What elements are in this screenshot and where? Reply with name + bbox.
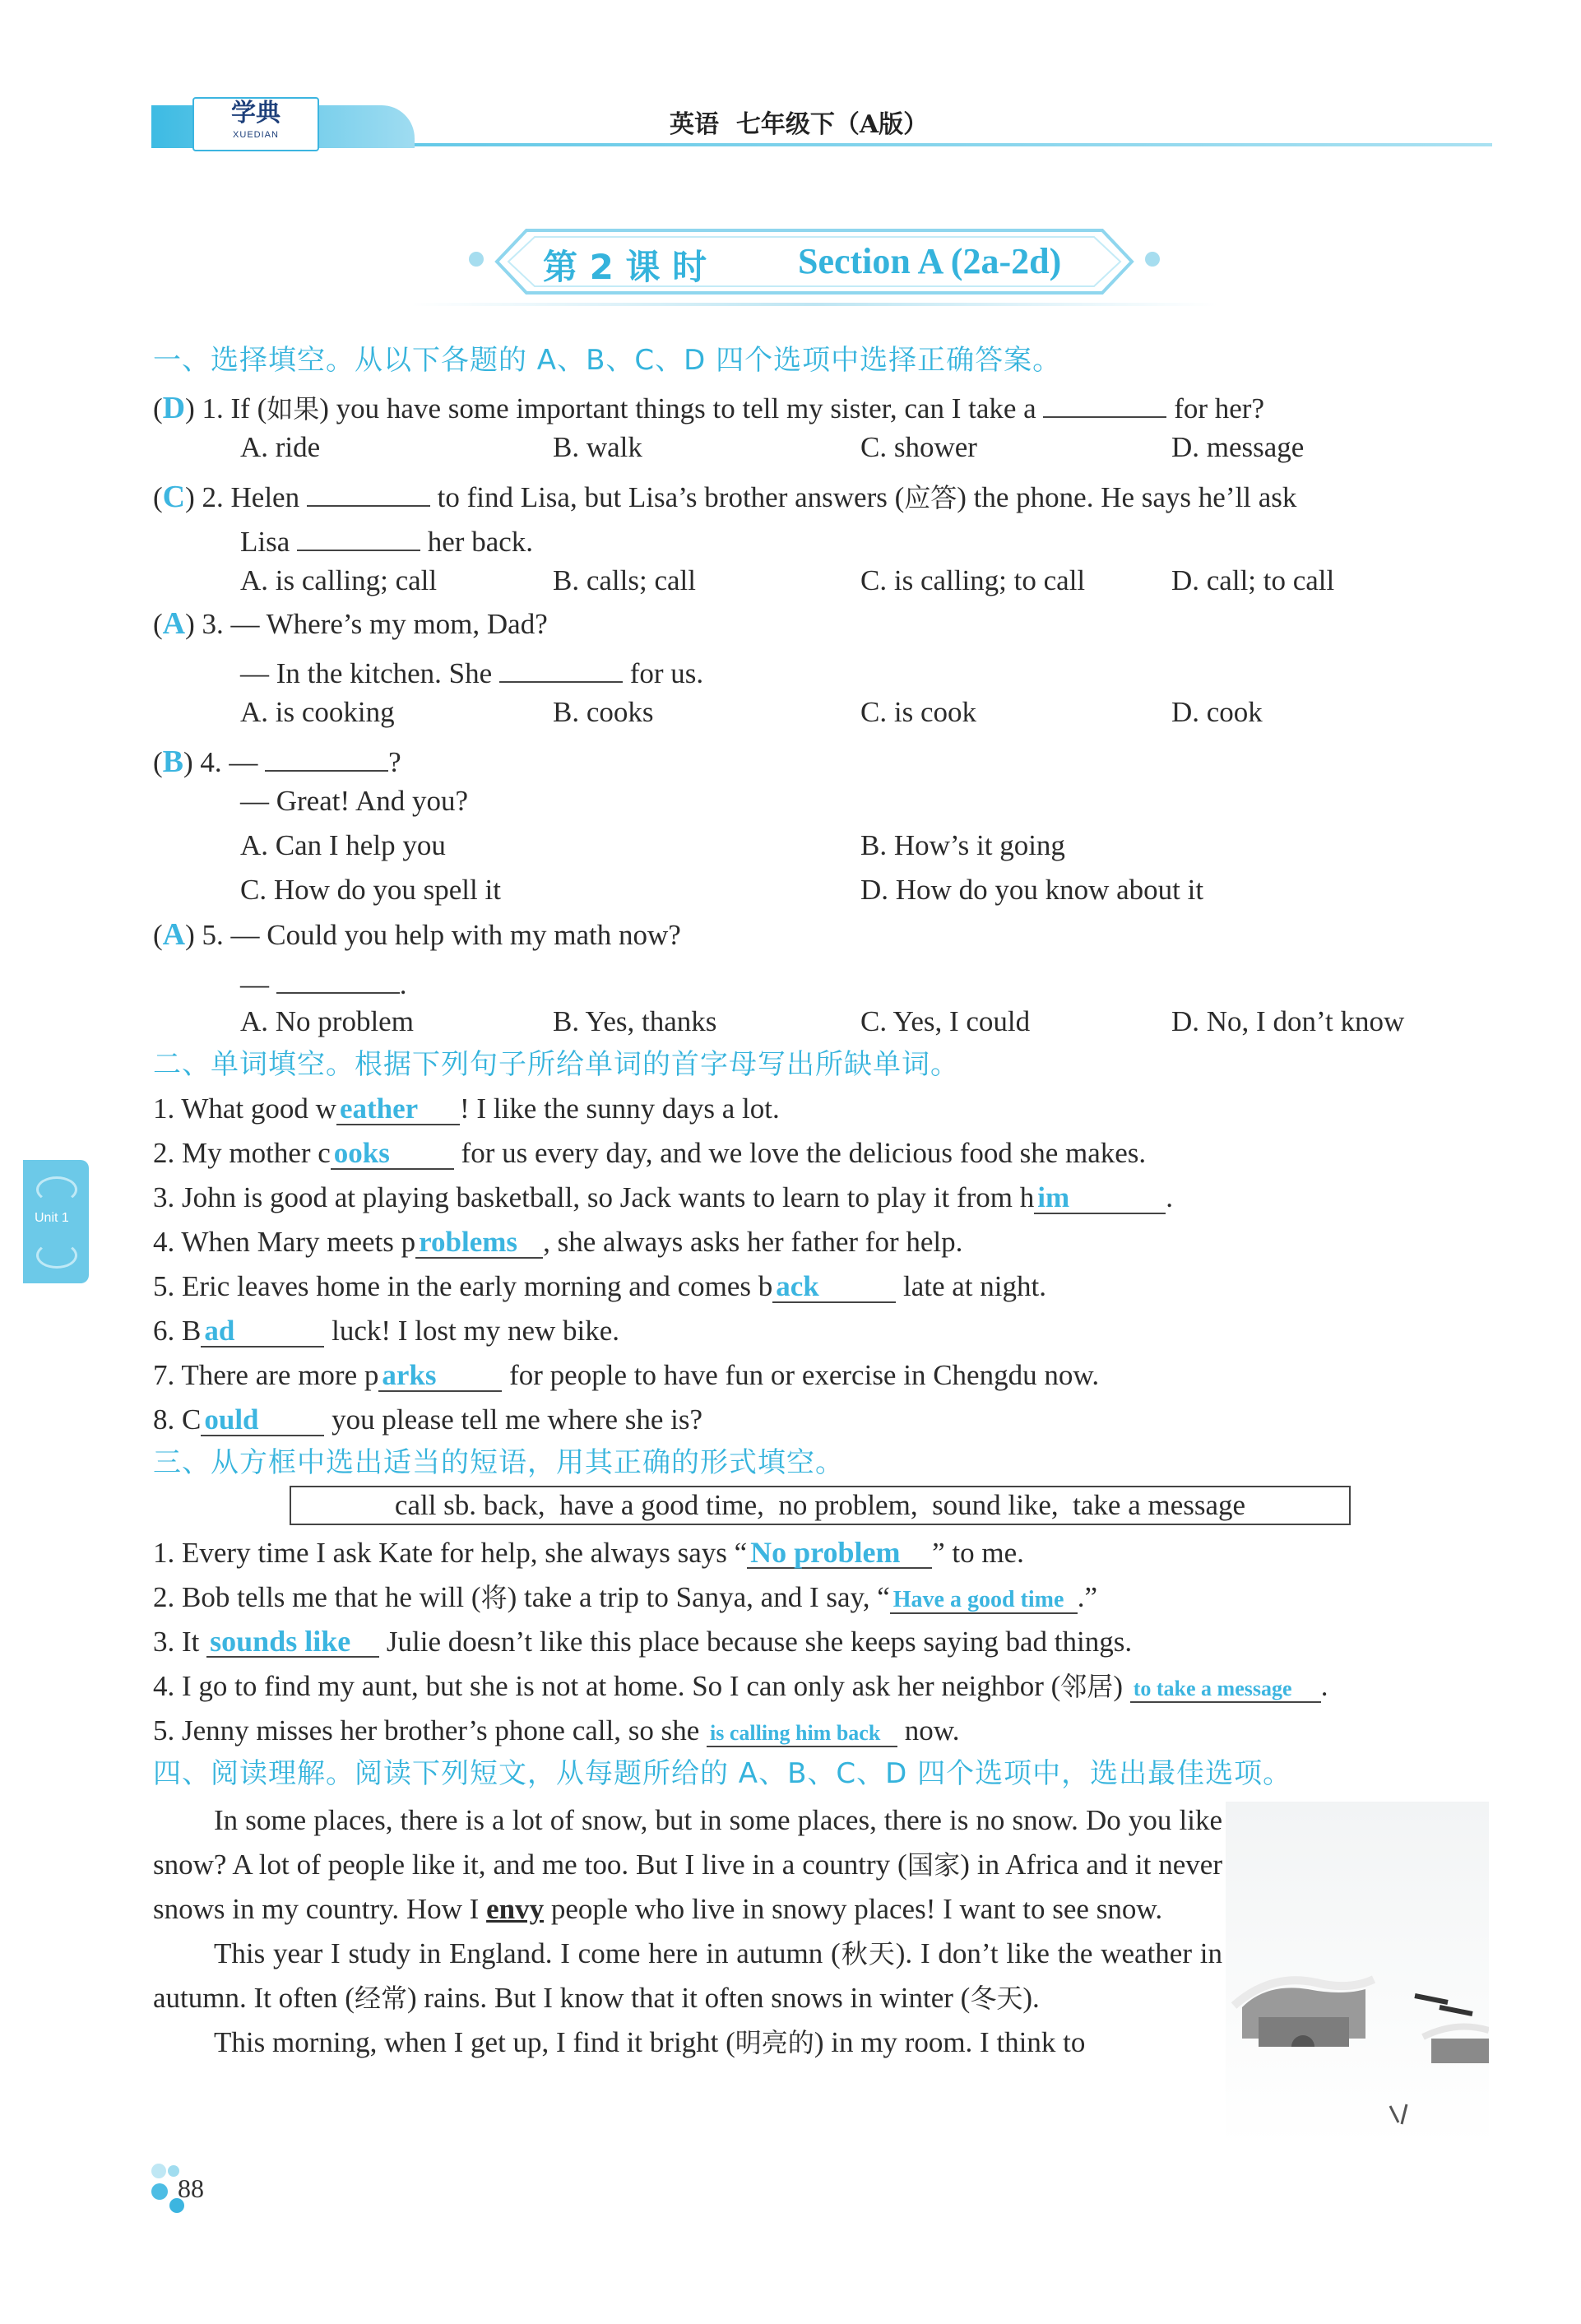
unit-side-tab[interactable]: [23, 1160, 89, 1283]
q3-answer: A: [162, 606, 186, 641]
q4-line-2: — Great! And you?: [240, 785, 469, 817]
q4-option-d[interactable]: D. How do you know about it: [860, 874, 1204, 906]
dot-icon: [151, 2164, 166, 2178]
banner-dot-left-icon: [469, 252, 484, 267]
banner-shadow: [411, 303, 1217, 306]
q1-line: (D) 1. If (如果) you have some important things to tell my sister, can I take a for her?: [153, 387, 1264, 425]
banner-dot-right-icon: [1145, 252, 1160, 267]
lesson-label: 第 2 课 时: [543, 247, 707, 287]
passage-paragraph-3: This morning, when I get up, I find it bright (明亮的) in my room. I think to: [214, 2026, 1086, 2058]
header-rule: [275, 143, 1492, 146]
book-title: 英语 七年级下（A版）: [670, 110, 929, 139]
logo: [192, 97, 319, 151]
q3-option-a[interactable]: A. is cooking: [240, 696, 395, 728]
lesson-banner: [461, 227, 1168, 296]
q1-option-c[interactable]: C. shower: [860, 431, 977, 463]
part2-heading: 二、单词填空。根据下列句子所给单词的首字母写出所缺单词。: [153, 1048, 959, 1081]
snow-scene-drawing: [1226, 1802, 1489, 2147]
p2-item-6: 6. B ad luck! I lost my new bike.: [153, 1315, 620, 1347]
q3-line-2: — In the kitchen. She for us.: [240, 652, 703, 690]
q4-option-c[interactable]: C. How do you spell it: [240, 874, 501, 906]
q5-line: (A) 5. — Could you help with my math now?: [153, 917, 681, 952]
q3-option-b[interactable]: B. cooks: [553, 696, 654, 728]
p3-blank-5[interactable]: is calling him back: [707, 1716, 897, 1747]
p3-blank-1[interactable]: No problem: [747, 1538, 932, 1569]
phrase-box: call sb. back, have a good time, no problem, sound like, take a message: [290, 1486, 1351, 1525]
header-bar: [151, 97, 1492, 150]
part1-heading: 一、选择填空。从以下各题的 A、B、C、D 四个选项中选择正确答案。: [153, 344, 1062, 377]
p2-item-4: 4. When Mary meets p roblems , she always asks her father for help.: [153, 1226, 963, 1258]
p2-item-2: 2. My mother c ooks for us every day, and we love the delicious food she makes.: [153, 1137, 1147, 1169]
p2-blank-7[interactable]: arks: [378, 1361, 502, 1392]
keyword-envy: envy: [486, 1893, 545, 1925]
q1-blank[interactable]: [1043, 387, 1166, 418]
q5-answer: A: [162, 917, 186, 952]
q4-option-a[interactable]: A. Can I help you: [240, 829, 446, 861]
q4-line: (B) 4. — ?: [153, 740, 401, 779]
p2-item-7: 7. There are more p arks for people to have fun or exercise in Chengdu now.: [153, 1359, 1100, 1391]
reading-passage: [153, 1798, 1222, 2065]
q2-option-d[interactable]: D. call; to call: [1171, 564, 1335, 596]
logo-text: 学典: [231, 99, 280, 128]
p3-blank-2[interactable]: Have a good time: [890, 1583, 1078, 1614]
p3-q5: 5. Jenny misses her brother’s phone call, so she is calling him back now.: [153, 1714, 960, 1746]
part4-heading: 四、阅读理解。阅读下列短文，从每题所给的 A、B、C、D 四个选项中，选出最佳选项。: [153, 1757, 1292, 1790]
q2-line: (C) 2. Helen to find Lisa, but Lisa’s brother answers (应答) the phone. He says he’ll ask: [153, 475, 1296, 514]
q1-answer: D: [162, 391, 186, 425]
p3-blank-3[interactable]: sounds like: [206, 1626, 379, 1658]
lesson-section: Section A (2a-2d): [798, 241, 1062, 281]
q4-blank[interactable]: [265, 740, 388, 772]
part3-heading: 三、从方框中选出适当的短语，用其正确的形式填空。: [153, 1446, 844, 1479]
q1-option-a[interactable]: A. ride: [240, 431, 321, 463]
p2-blank-1[interactable]: eather: [336, 1094, 460, 1125]
q5-option-d[interactable]: D. No, I don’t know: [1171, 1005, 1405, 1037]
tab-swirl-icon: [36, 1176, 77, 1203]
p3-q2: 2. Bob tells me that he will (将) take a trip to Sanya, and I say, “ Have a good time .”: [153, 1581, 1098, 1613]
p2-blank-8[interactable]: ould: [201, 1405, 324, 1436]
p2-item-3: 3. John is good at playing basketball, so Jack wants to learn to play it from h im .: [153, 1181, 1173, 1213]
logo-subtitle: XUEDIAN: [233, 130, 279, 140]
p3-q3: 3. It sounds like Julie doesn’t like this place because she keeps saying bad things.: [153, 1625, 1133, 1658]
p3-q1: 1. Every time I ask Kate for help, she always says “ No problem ” to me.: [153, 1536, 1024, 1569]
passage-paragraph-2: This year I study in England. I come here in autumn (秋天). I don’t like the weather in autumn. It often (经常) rains. But I know that it often snows in winter (冬天).: [153, 1937, 1222, 2014]
q4-answer: B: [162, 745, 184, 779]
q5-option-a[interactable]: A. No problem: [240, 1005, 414, 1037]
q2-option-b[interactable]: B. calls; call: [553, 564, 696, 596]
p2-item-8: 8. C ould you please tell me where she is?: [153, 1403, 703, 1436]
p2-blank-3[interactable]: im: [1034, 1183, 1166, 1214]
q5-blank[interactable]: [276, 963, 400, 994]
dot-icon: [151, 2183, 168, 2200]
q2-option-a[interactable]: A. is calling; call: [240, 564, 438, 596]
q2-answer: C: [162, 480, 186, 514]
p3-blank-4[interactable]: to take a message: [1130, 1672, 1321, 1703]
passage-paragraph-1: In some places, there is a lot of snow, but in some places, there is no snow. Do you like snow? A lot of people like it, and me too. But I live in a country (国家) in Africa and it never snows in my country. How I envy people who live in snowy places! I want to see snow.: [153, 1804, 1222, 1925]
p3-q4: 4. I go to find my aunt, but she is not at home. So I can only ask her neighbor (邻居) to take a message .: [153, 1670, 1328, 1702]
snow-scene-illustration: [1226, 1802, 1489, 2147]
page-number: 88: [178, 2173, 204, 2203]
tab-swirl-icon-2: [36, 1242, 77, 1269]
q3-blank[interactable]: [499, 652, 623, 683]
q4-option-b[interactable]: B. How’s it going: [860, 829, 1065, 861]
q3-line: (A) 3. — Where’s my mom, Dad?: [153, 606, 548, 641]
p2-blank-2[interactable]: ooks: [331, 1139, 454, 1170]
p2-blank-5[interactable]: ack: [772, 1272, 896, 1303]
p2-item-5: 5. Eric leaves home in the early morning and comes b ack late at night.: [153, 1270, 1046, 1302]
q2-blank-1[interactable]: [307, 475, 430, 507]
q2-line-2: Lisa her back.: [240, 520, 533, 559]
q3-option-d[interactable]: D. cook: [1171, 696, 1263, 728]
p2-blank-6[interactable]: ad: [201, 1316, 324, 1348]
q2-option-c[interactable]: C. is calling; to call: [860, 564, 1086, 596]
q1-option-b[interactable]: B. walk: [553, 431, 642, 463]
q5-line-2: — .: [240, 963, 407, 1001]
q1-option-d[interactable]: D. message: [1171, 431, 1305, 463]
q2-blank-2[interactable]: [297, 520, 420, 551]
p2-blank-4[interactable]: roblems: [415, 1227, 543, 1259]
tab-label: Unit 1: [35, 1211, 69, 1225]
p2-item-1: 1. What good w eather ! I like the sunny days a lot.: [153, 1092, 780, 1125]
q5-option-c[interactable]: C. Yes, I could: [860, 1005, 1031, 1037]
q5-option-b[interactable]: B. Yes, thanks: [553, 1005, 717, 1037]
q3-option-c[interactable]: C. is cook: [860, 696, 976, 728]
